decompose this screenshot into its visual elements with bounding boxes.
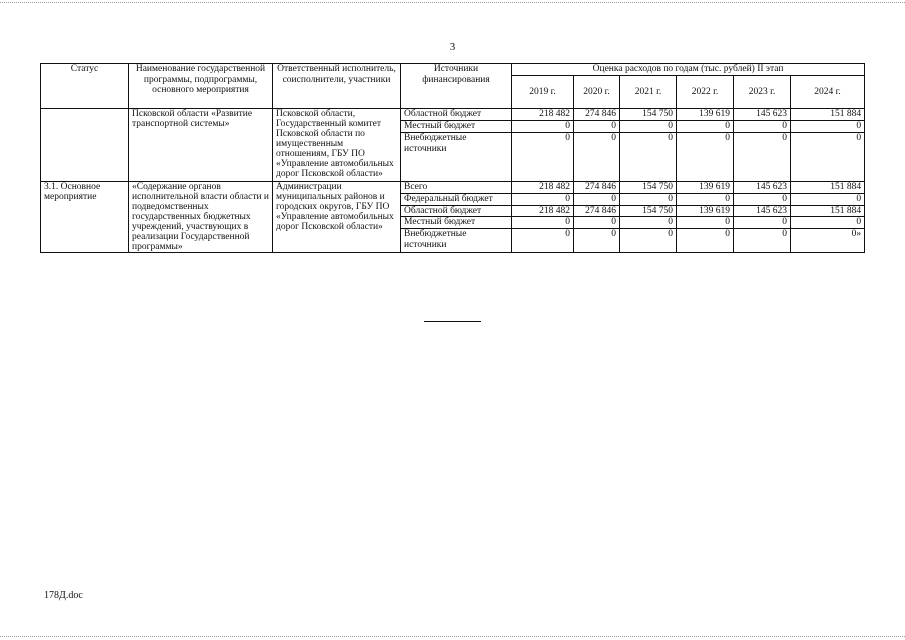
status-cell [41, 109, 129, 182]
source-cell: Всего [401, 182, 512, 194]
status-cell: 3.1. Основное мероприятие [41, 182, 129, 253]
scan-edge-bottom [0, 636, 905, 637]
value-cell: 145 623 [734, 109, 791, 121]
value-cell: 0 [791, 193, 865, 205]
value-cell: 154 750 [620, 182, 677, 194]
value-cell: 274 846 [574, 182, 620, 194]
value-cell: 0 [734, 121, 791, 133]
header-year: 2021 г. [620, 76, 677, 109]
value-cell: 0 [677, 121, 734, 133]
header-year: 2020 г. [574, 76, 620, 109]
source-cell: Внебюджетные источники [401, 133, 512, 182]
responsible-cell: Администрации муниципальных районов и городских округов, ГБУ ПО «Управление автомобильных дорог Псковской области» [273, 182, 401, 253]
header-sources: Источники финансирования [401, 64, 512, 109]
value-cell: 0 [620, 121, 677, 133]
value-cell: 151 884 [791, 205, 865, 217]
responsible-cell: Псковской области, Государственный комитет Псковской области по имущественным отношениям, ГБУ ПО «Управление автомобильных дорог Псковской области» [273, 109, 401, 182]
value-cell: 0 [791, 133, 865, 182]
value-cell: 0 [512, 121, 574, 133]
value-cell: 139 619 [677, 109, 734, 121]
header-year: 2024 г. [791, 76, 865, 109]
value-cell: 0 [574, 217, 620, 229]
source-cell: Внебюджетные источники [401, 229, 512, 253]
value-cell: 0 [620, 217, 677, 229]
value-cell: 154 750 [620, 109, 677, 121]
value-cell: 0 [791, 217, 865, 229]
value-cell: 274 846 [574, 205, 620, 217]
value-cell: 0 [677, 133, 734, 182]
source-cell: Местный бюджет [401, 121, 512, 133]
header-year: 2023 г. [734, 76, 791, 109]
value-cell: 0 [512, 229, 574, 253]
value-cell: 0 [512, 133, 574, 182]
separator-line [424, 321, 481, 322]
value-cell: 0 [512, 193, 574, 205]
value-cell: 0 [574, 229, 620, 253]
value-cell: 145 623 [734, 182, 791, 194]
value-cell: 139 619 [677, 182, 734, 194]
source-cell: Федеральный бюджет [401, 193, 512, 205]
value-cell: 0 [574, 193, 620, 205]
value-cell: 218 482 [512, 205, 574, 217]
value-cell: 151 884 [791, 109, 865, 121]
value-cell: 0 [574, 121, 620, 133]
footer-filename: 178Д.doc [44, 590, 83, 601]
value-cell: 0 [620, 133, 677, 182]
value-cell: 0 [574, 133, 620, 182]
value-cell: 154 750 [620, 205, 677, 217]
header-row-1 [41, 64, 865, 76]
program-name-cell: «Содержание органов исполнительной власти области и подведомственных государственных бюджетных учреждений, участвующих в реализации Государственной программы» [129, 182, 273, 253]
source-cell: Областной бюджет [401, 205, 512, 217]
value-cell: 0 [620, 193, 677, 205]
header-estimate: Оценка расходов по годам (тыс. рублей) II этап [512, 64, 865, 76]
header-year: 2019 г. [512, 76, 574, 109]
table-row [41, 109, 865, 121]
value-cell: 151 884 [791, 182, 865, 194]
value-cell: 0 [620, 229, 677, 253]
value-cell: 0 [791, 121, 865, 133]
value-cell: 0 [734, 193, 791, 205]
value-cell: 0 [734, 217, 791, 229]
value-cell: 0 [734, 229, 791, 253]
program-name-cell: Псковской области «Развитие транспортной системы» [129, 109, 273, 182]
value-cell: 274 846 [574, 109, 620, 121]
page-number: 3 [449, 41, 456, 53]
value-cell: 0 [677, 217, 734, 229]
scan-edge-top [0, 2, 905, 3]
value-cell: 218 482 [512, 109, 574, 121]
table-row [41, 182, 865, 194]
source-cell: Местный бюджет [401, 217, 512, 229]
value-cell: 0 [512, 217, 574, 229]
header-responsible: Ответственный исполнитель, соисполнители, участники [273, 64, 401, 109]
value-cell: 0» [791, 229, 865, 253]
header-year: 2022 г. [677, 76, 734, 109]
header-name: Наименование государственной программы, подпрограммы, основного мероприятия [129, 64, 273, 109]
value-cell: 0 [677, 193, 734, 205]
value-cell: 139 619 [677, 205, 734, 217]
value-cell: 218 482 [512, 182, 574, 194]
expenditure-table [40, 63, 865, 253]
value-cell: 0 [734, 133, 791, 182]
header-status: Статус [41, 64, 129, 109]
value-cell: 145 623 [734, 205, 791, 217]
source-cell: Областной бюджет [401, 109, 512, 121]
value-cell: 0 [677, 229, 734, 253]
